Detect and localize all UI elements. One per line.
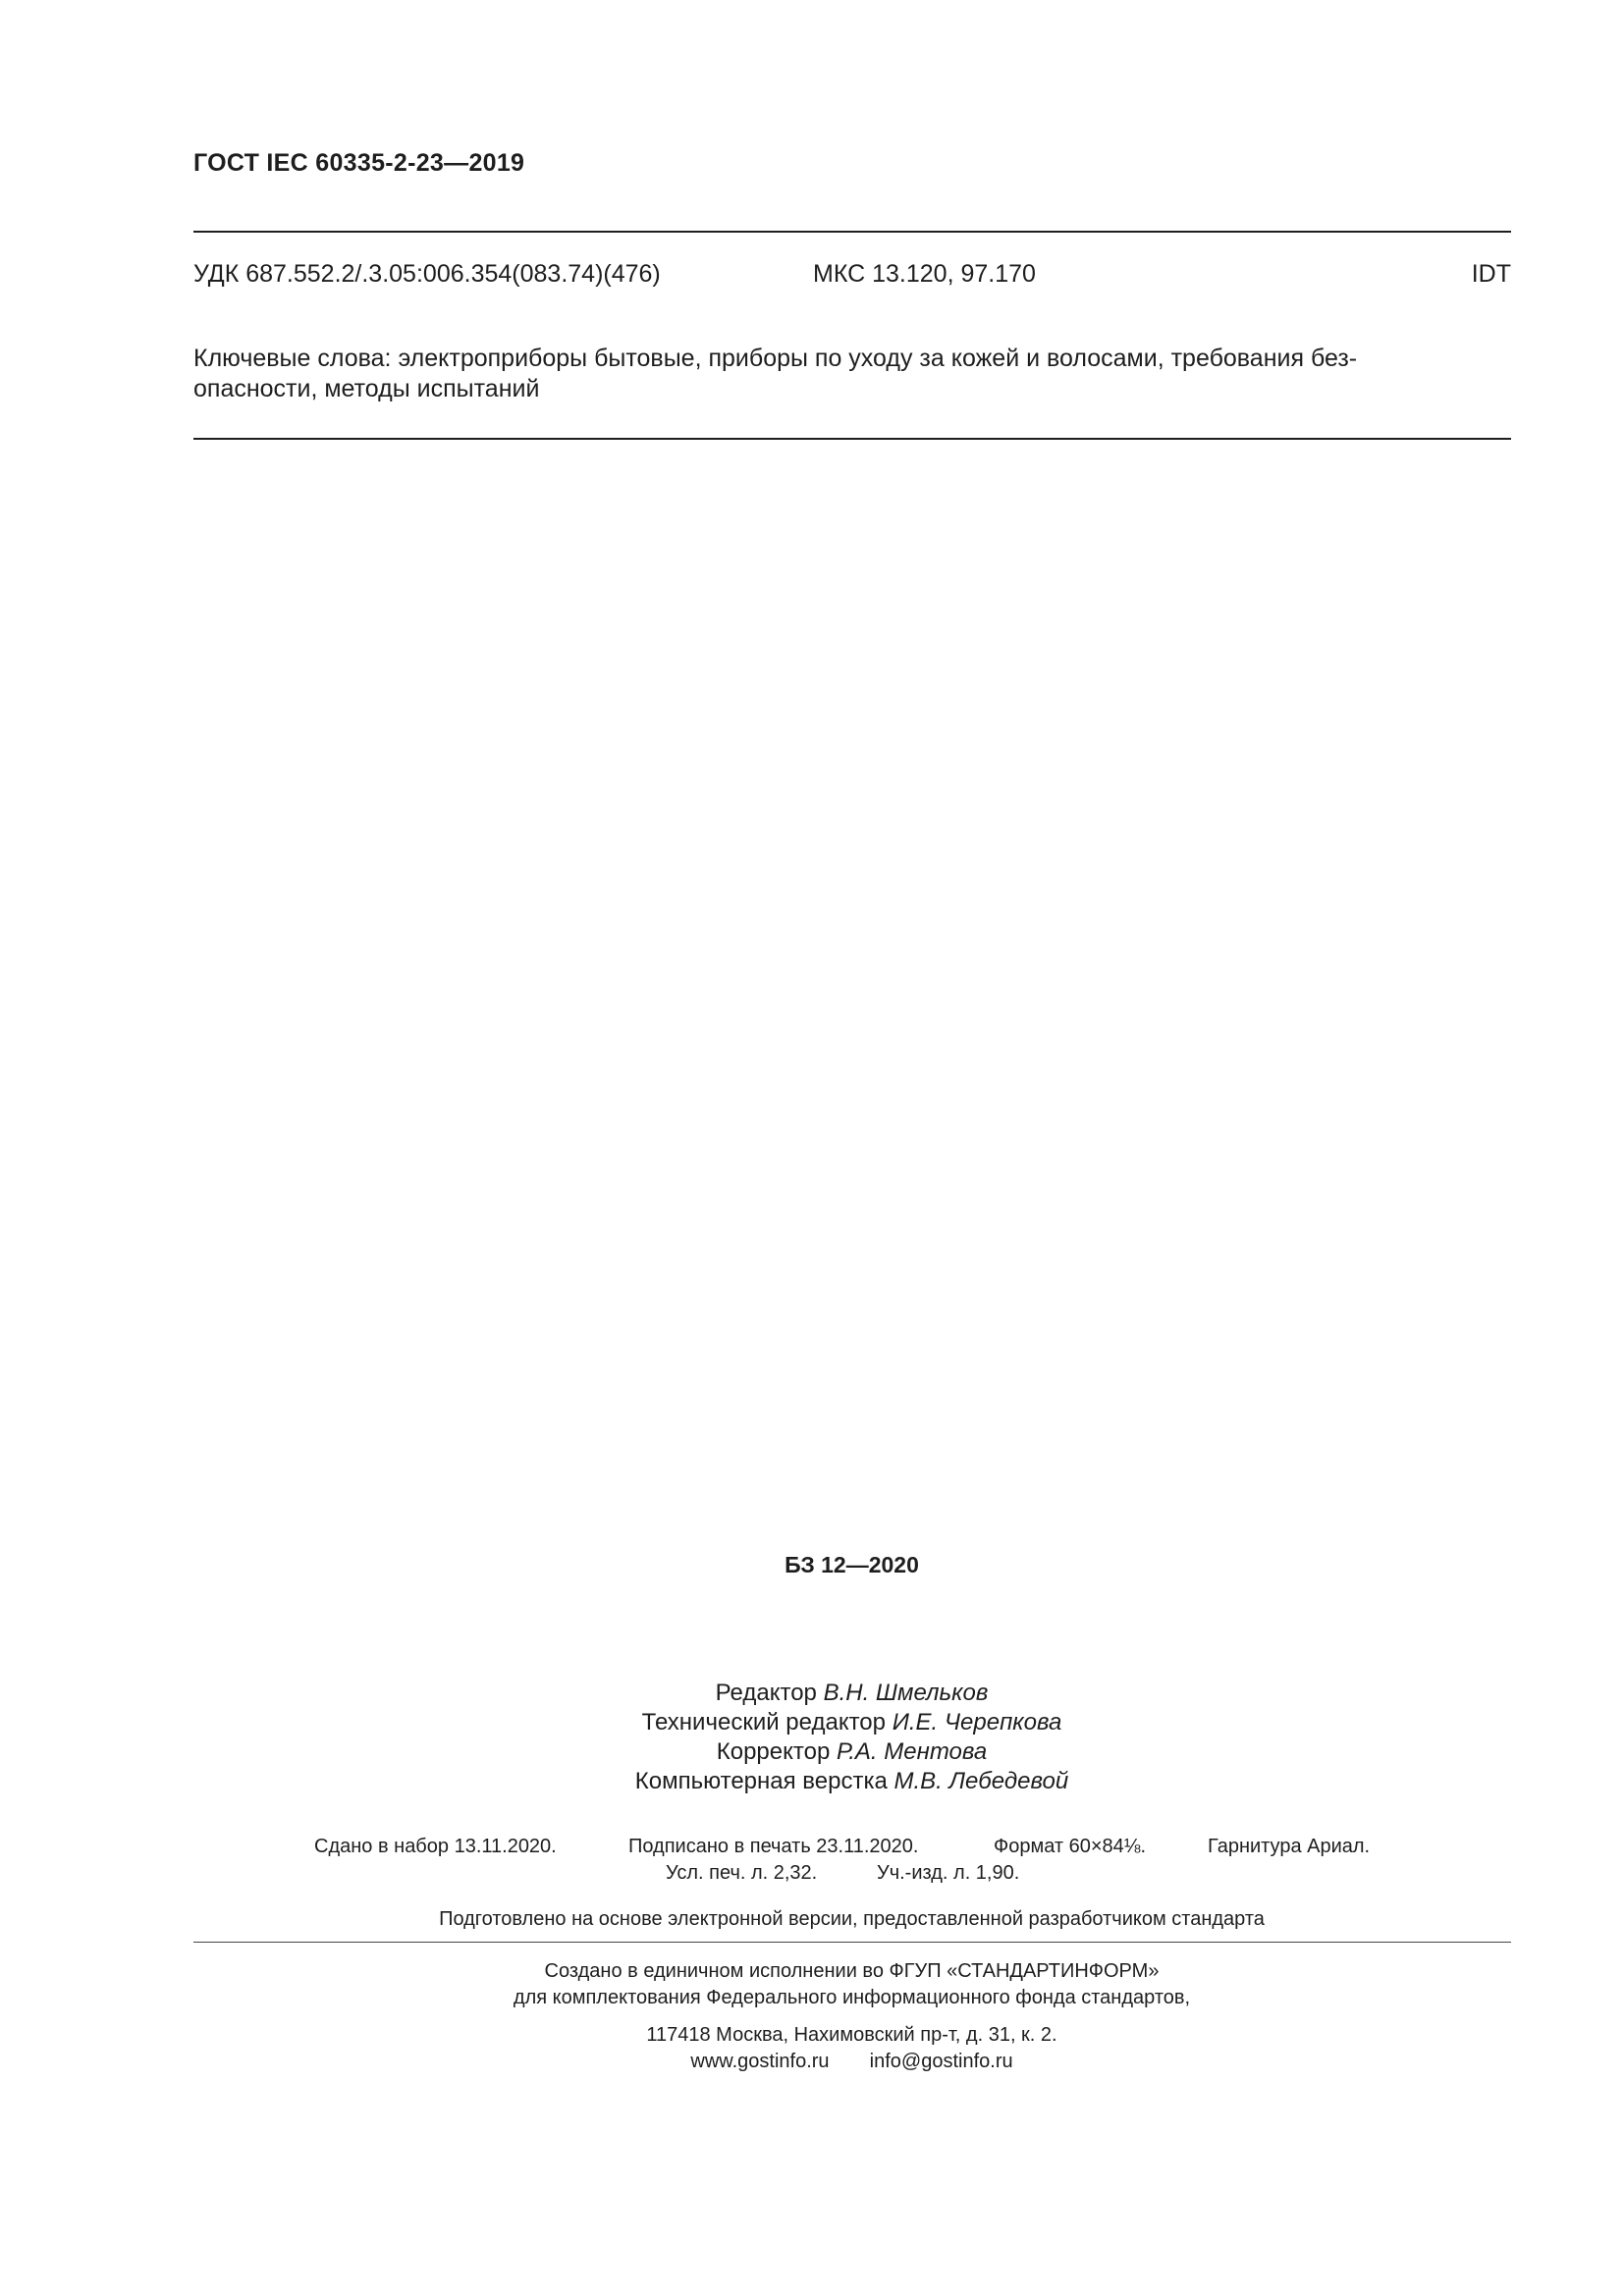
email-link[interactable]: info@gostinfo.ru	[869, 2051, 1013, 2072]
bz-number: БЗ 12—2020	[785, 1552, 919, 1577]
website-link[interactable]: www.gostinfo.ru	[690, 2051, 830, 2072]
credit-person: И.Е. Черепкова	[892, 1709, 1062, 1735]
publisher-address: 117418 Москва, Нахимовский пр-т, д. 31, к. 2.	[646, 2024, 1057, 2046]
address-block	[0, 2022, 1624, 2075]
keywords-block	[193, 344, 1511, 405]
publisher-contacts	[0, 2049, 1624, 2075]
credit-role: Корректор	[716, 1738, 831, 1765]
publisher-line-2: для комплектования Федерального информационного фонда стандартов,	[513, 1987, 1191, 2008]
credit-role: Компьютерная верстка	[634, 1768, 888, 1794]
publisher-rule	[193, 1942, 1511, 1943]
credit-proofreader	[0, 1737, 1624, 1767]
submitted-date: Сдано в набор 13.11.2020.	[314, 1836, 557, 1857]
keywords-line-2: опасности, методы испытаний	[193, 375, 540, 403]
typeface: Гарнитура Ариал.	[1208, 1836, 1371, 1857]
credits-block	[0, 1679, 1624, 1796]
keywords-line-1: Ключевые слова: электроприборы бытовые, приборы по уходу за кожей и волосами, требования без-	[193, 345, 1358, 372]
signed-date: Подписано в печать 23.11.2020.	[628, 1836, 919, 1857]
idt-label: IDT	[1471, 260, 1511, 288]
prepared-note: Подготовлено на основе электронной версии, предоставленной разработчиком стандарта	[439, 1908, 1265, 1930]
credit-person: В.Н. Шмельков	[823, 1680, 989, 1706]
credit-role: Технический редактор	[641, 1709, 887, 1735]
udk-code: УДК 687.552.2/.3.05:006.354(083.74)(476)	[193, 260, 661, 288]
publisher-line-1: Создано в единичном исполнении во ФГУП «СТАНДАРТИНФОРМ»	[544, 1960, 1160, 1982]
mks-code: МКС 13.120, 97.170	[813, 260, 1036, 288]
credit-tech-editor	[0, 1708, 1624, 1737]
document-code: ГОСТ IEC 60335-2-23—2019	[193, 149, 525, 177]
credit-role: Редактор	[715, 1680, 817, 1706]
credit-person: Р.А. Ментова	[836, 1738, 988, 1765]
publisher-block	[0, 1958, 1624, 2011]
credit-person: М.В. Лебедевой	[893, 1768, 1069, 1794]
top-rule	[193, 231, 1511, 233]
keywords-rule	[193, 438, 1511, 440]
edit-sheets: Уч.-изд. л. 1,90.	[877, 1862, 1020, 1884]
print-sheets: Усл. печ. л. 2,32.	[666, 1862, 818, 1884]
credit-layout	[0, 1767, 1624, 1796]
paper-format: Формат 60×84⅛.	[994, 1836, 1147, 1857]
credit-editor	[0, 1679, 1624, 1708]
